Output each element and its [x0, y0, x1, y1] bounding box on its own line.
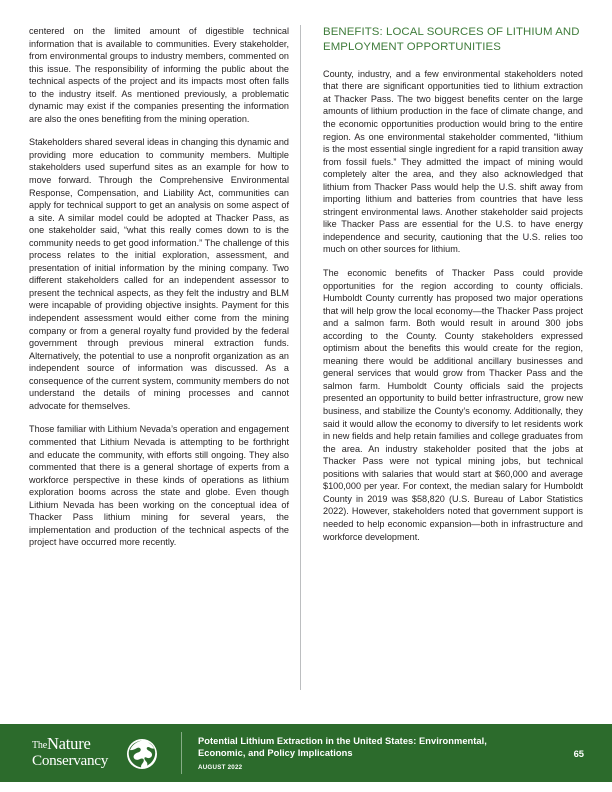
column-divider	[300, 25, 301, 690]
report-title: Potential Lithium Extraction in the United States: Environmental, Economic, and Policy Implications	[198, 736, 487, 759]
footer-divider	[181, 732, 182, 774]
column-gutter	[289, 25, 323, 693]
right-column	[323, 25, 583, 543]
section-heading: BENEFITS: LOCAL SOURCES OF LITHIUM AND EMPLOYMENT OPPORTUNITIES	[323, 26, 580, 54]
footer-title-block	[198, 735, 518, 771]
paragraph: Those familiar with Lithium Nevada’s operation and engagement commented that Lithium Nevada is attempting to be forthright and educate the community, with efforts still ongoing. They also commented that there is a general shortage of experts from a workforce perspective in these kinds of operations as lithium exploration booms across the state and globe. Even though Lithium Nevada has been working on the conceptual idea of Thacker Pass lithium mining for several years, the implementation and production of the technical aspects of the project have occurred more recently.	[29, 424, 289, 548]
the-nature-conservancy-logo	[32, 735, 164, 773]
footer-content	[0, 724, 612, 782]
page-footer	[0, 724, 612, 782]
left-column	[29, 25, 289, 549]
paragraph: County, industry, and a few environmental stakeholders noted that there are significant opportunities tied to lithium extraction at Thacker Pass. The two biggest benefits center on the large amounts of lithium production in the face of climate change, and the economic opportunities production would bring to the entire region. As one environmental stakeholder commented, “lithium is the most essential single ingredient for a rapid transition away from fossil fuels.” They admitted the impact of mining would completely alter the area, and they also acknowledged that lithium from Thacker Pass would help the U.S. shift away from importing lithium and batteries from countries that have less stringent environmental laws. Another stakeholder said projects like Thacker Pass are essential for the U.S. to have energy independence and security, cautioning that the U.S. relies too much on other sources for lithium.	[323, 68, 583, 255]
paragraph: centered on the limited amount of digestible technical information that is available to communities. Every stakeholder, from environmental groups to industry members, commented on this issue. The responsibility of informing the public about the technical aspects of the project and its impacts most often falls to the industry itself. As mentioned previously, a problematic dynamic may exist if the companies presenting the information are also the ones benefiting from the mining operation.	[29, 26, 289, 124]
report-date: AUGUST 2022	[198, 763, 243, 771]
paragraph: Stakeholders shared several ideas in changing this dynamic and providing more education to community members. Multiple stakeholders used superfund sites as an example for how to move forward. Through the Comprehensive Environmental Response, Compensation, and Liability Act, communities can apply for technical support to get an analysis on some aspect of a site. A similar model could be adopted at Thacker Pass, as one stakeholder said, “what this really comes down to is the community needs to get good information.” The challenge of this process relates to the initial exploration, assessment, and presentation of initial information by the mining company. Two different stakeholders called for an independent assessor to present the technical aspects, as they felt the industry and BLM were incapable of providing objective insights. Payment for this independent assessment would either come from the mining company or from a general royalty fund provided by the federal government through previous mineral extraction funds. Alternatively, the potential to use a nonprofit organization as an independent source of information was discussed. As a consequence of the current system, community members do not understand the details of mining processes and cannot advocate for themselves.	[29, 137, 289, 411]
two-column-body	[29, 25, 583, 693]
logo-line-one	[32, 736, 124, 753]
logo-nature-text: Nature	[46, 734, 91, 753]
logo-the-text: The	[32, 740, 47, 751]
logo-conservancy-text: Conservancy	[32, 751, 108, 769]
logo-wordmark	[32, 736, 124, 768]
globe-icon	[126, 738, 158, 770]
paragraph: The economic benefits of Thacker Pass could provide opportunities for the region according to county officials. Humboldt County currently has proposed two major operations that will help grow the local economy—the Thacker Pass project and a salmon farm. Both would result in around 300 jobs according to the County. County stakeholders expressed optimism about the benefits this would create for the region, meaning there would be additional ancillary businesses and general services that would grow from Thacker Pass and the salmon farm. Humboldt County officials said the projects presented an opportunity to build better infrastructure, grow new business, and stabilize the County’s economy. Additionally, they said it would allow the economy to diversify to let residents work in new fields and help retain families and college graduates from the area. An industry stakeholder posited that the jobs at Thacker Pass were not typical mining jobs, but technical positions with salaries that would start at $60,000 and average $100,000 per year. For context, the median salary for Humboldt County in 2019 was $58,820 (U.S. Bureau of Labor Statistics 2022). However, stakeholders noted that government support is needed to help economic expansion—both in infrastructure and workforce development.	[323, 268, 583, 542]
page-number: 65	[573, 748, 584, 759]
